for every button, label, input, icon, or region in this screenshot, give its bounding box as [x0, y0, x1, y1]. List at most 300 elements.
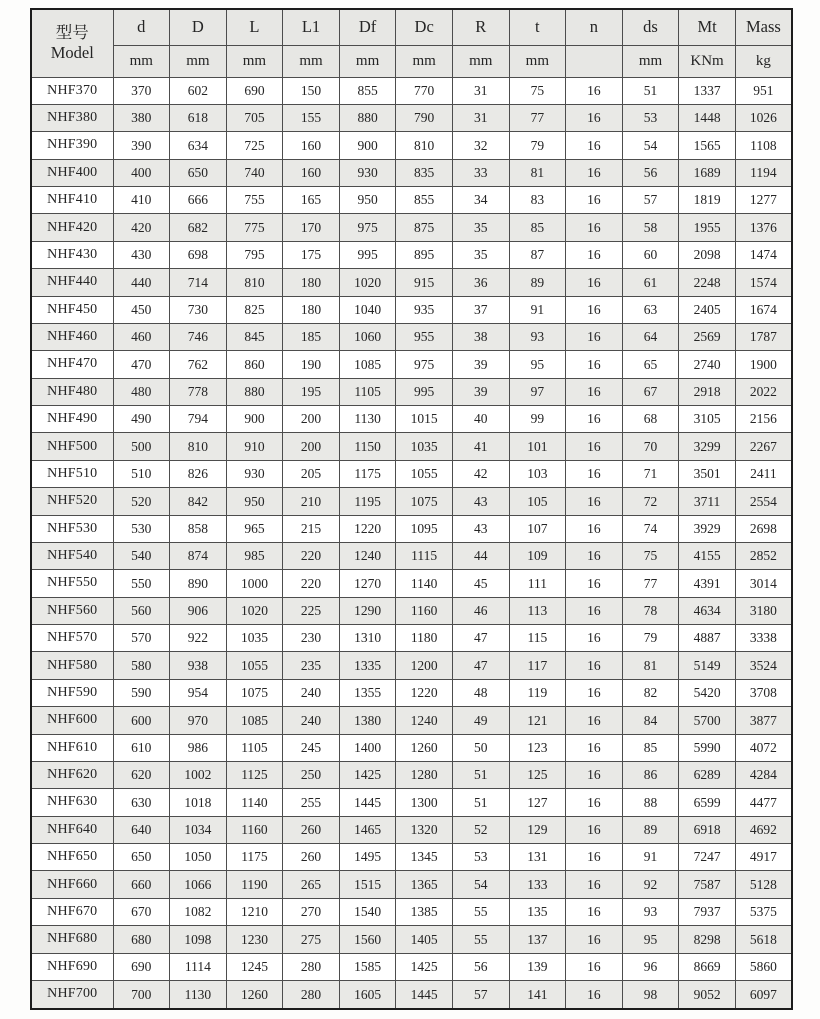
value-cell-r: 31 [452, 77, 509, 104]
value-cell-ds: 89 [622, 816, 679, 843]
value-cell-mt: 2569 [679, 323, 736, 350]
value-cell-r: 32 [452, 132, 509, 159]
model-name-cell: NHF650 [31, 844, 113, 871]
value-cell-t: 131 [509, 844, 566, 871]
value-cell-n: 16 [566, 351, 623, 378]
value-cell-n: 16 [566, 707, 623, 734]
value-cell-mass: 1194 [735, 159, 792, 186]
value-cell-mass: 5860 [735, 953, 792, 980]
value-cell-l1: 260 [283, 816, 340, 843]
value-cell-l1: 175 [283, 241, 340, 268]
value-cell-d: 430 [113, 241, 170, 268]
model-name-cell: NHF380 [31, 104, 113, 131]
model-name-cell: NHF370 [31, 77, 113, 104]
value-cell-d: 380 [113, 104, 170, 131]
value-cell-l1: 200 [283, 433, 340, 460]
value-cell-df: 1585 [339, 953, 396, 980]
value-cell-ds: 84 [622, 707, 679, 734]
value-cell-dc: 1115 [396, 542, 453, 569]
value-cell-d: 1130 [170, 980, 227, 1009]
value-cell-dc: 1405 [396, 926, 453, 953]
value-cell-n: 16 [566, 816, 623, 843]
col-unit-dc: mm [396, 45, 453, 77]
value-cell-mt: 3711 [679, 488, 736, 515]
model-label-cn: 型号 [55, 22, 89, 42]
model-name-cell: NHF630 [31, 789, 113, 816]
value-cell-dc: 1160 [396, 597, 453, 624]
model-name-cell: NHF520 [31, 488, 113, 515]
value-cell-mass: 3180 [735, 597, 792, 624]
value-cell-r: 51 [452, 789, 509, 816]
value-cell-d: 986 [170, 734, 227, 761]
value-cell-l1: 205 [283, 460, 340, 487]
value-cell-mass: 4477 [735, 789, 792, 816]
value-cell-r: 37 [452, 296, 509, 323]
value-cell-d: 620 [113, 761, 170, 788]
value-cell-ds: 85 [622, 734, 679, 761]
value-cell-df: 950 [339, 187, 396, 214]
value-cell-r: 35 [452, 241, 509, 268]
value-cell-n: 16 [566, 570, 623, 597]
value-cell-n: 16 [566, 679, 623, 706]
value-cell-mt: 6289 [679, 761, 736, 788]
value-cell-t: 83 [509, 187, 566, 214]
value-cell-d: 570 [113, 625, 170, 652]
table-row [31, 515, 792, 542]
value-cell-dc: 1300 [396, 789, 453, 816]
value-cell-mass: 2698 [735, 515, 792, 542]
table-row [31, 214, 792, 241]
value-cell-d: 470 [113, 351, 170, 378]
value-cell-r: 45 [452, 570, 509, 597]
col-header-ds: ds [622, 9, 679, 45]
value-cell-ds: 79 [622, 625, 679, 652]
value-cell-mass: 1900 [735, 351, 792, 378]
value-cell-r: 52 [452, 816, 509, 843]
value-cell-mt: 8298 [679, 926, 736, 953]
value-cell-d: 938 [170, 652, 227, 679]
value-cell-ds: 88 [622, 789, 679, 816]
model-name-cell: NHF600 [31, 707, 113, 734]
value-cell-d: 666 [170, 187, 227, 214]
value-cell-dc: 790 [396, 104, 453, 131]
value-cell-l: 1000 [226, 570, 283, 597]
value-cell-l: 825 [226, 296, 283, 323]
value-cell-t: 133 [509, 871, 566, 898]
value-cell-t: 113 [509, 597, 566, 624]
model-name-cell: NHF550 [31, 570, 113, 597]
value-cell-dc: 1140 [396, 570, 453, 597]
value-cell-t: 129 [509, 816, 566, 843]
value-cell-mt: 5149 [679, 652, 736, 679]
value-cell-r: 42 [452, 460, 509, 487]
value-cell-n: 16 [566, 871, 623, 898]
value-cell-d: 1018 [170, 789, 227, 816]
value-cell-mt: 7937 [679, 898, 736, 925]
value-cell-l: 1035 [226, 625, 283, 652]
value-cell-r: 54 [452, 871, 509, 898]
model-name-cell: NHF660 [31, 871, 113, 898]
value-cell-d: 590 [113, 679, 170, 706]
value-cell-n: 16 [566, 980, 623, 1009]
value-cell-df: 1085 [339, 351, 396, 378]
model-name-cell: NHF430 [31, 241, 113, 268]
value-cell-r: 47 [452, 625, 509, 652]
value-cell-l: 1020 [226, 597, 283, 624]
value-cell-d: 500 [113, 433, 170, 460]
value-cell-l: 1175 [226, 844, 283, 871]
value-cell-t: 97 [509, 378, 566, 405]
value-cell-mass: 4917 [735, 844, 792, 871]
value-cell-l: 1245 [226, 953, 283, 980]
value-cell-df: 1495 [339, 844, 396, 871]
value-cell-df: 1540 [339, 898, 396, 925]
value-cell-r: 55 [452, 898, 509, 925]
value-cell-ds: 93 [622, 898, 679, 925]
value-cell-l: 755 [226, 187, 283, 214]
value-cell-l1: 240 [283, 707, 340, 734]
value-cell-d: 794 [170, 406, 227, 433]
specs-table [30, 8, 793, 1010]
value-cell-t: 85 [509, 214, 566, 241]
col-header-d: d [113, 9, 170, 45]
col-header-df: Df [339, 9, 396, 45]
value-cell-n: 16 [566, 515, 623, 542]
value-cell-n: 16 [566, 652, 623, 679]
value-cell-df: 1020 [339, 269, 396, 296]
value-cell-t: 141 [509, 980, 566, 1009]
value-cell-dc: 955 [396, 323, 453, 350]
value-cell-r: 31 [452, 104, 509, 131]
value-cell-df: 1195 [339, 488, 396, 515]
value-cell-n: 16 [566, 296, 623, 323]
model-name-cell: NHF620 [31, 761, 113, 788]
model-name-cell: NHF410 [31, 187, 113, 214]
value-cell-df: 1400 [339, 734, 396, 761]
value-cell-t: 109 [509, 542, 566, 569]
value-cell-l1: 160 [283, 132, 340, 159]
value-cell-r: 35 [452, 214, 509, 241]
value-cell-ds: 78 [622, 597, 679, 624]
col-header-t: t [509, 9, 566, 45]
value-cell-n: 16 [566, 761, 623, 788]
value-cell-mt: 1955 [679, 214, 736, 241]
value-cell-df: 995 [339, 241, 396, 268]
value-cell-ds: 71 [622, 460, 679, 487]
value-cell-ds: 77 [622, 570, 679, 597]
value-cell-d: 510 [113, 460, 170, 487]
value-cell-l1: 165 [283, 187, 340, 214]
value-cell-mass: 5128 [735, 871, 792, 898]
table-row [31, 241, 792, 268]
table-row [31, 323, 792, 350]
col-unit-l: mm [226, 45, 283, 77]
value-cell-l: 880 [226, 378, 283, 405]
model-name-cell: NHF610 [31, 734, 113, 761]
table-row [31, 652, 792, 679]
value-cell-t: 123 [509, 734, 566, 761]
value-cell-dc: 875 [396, 214, 453, 241]
value-cell-mass: 1108 [735, 132, 792, 159]
value-cell-t: 87 [509, 241, 566, 268]
value-cell-r: 43 [452, 488, 509, 515]
model-label-en: Model [50, 43, 94, 63]
value-cell-df: 1605 [339, 980, 396, 1009]
value-cell-l: 965 [226, 515, 283, 542]
value-cell-df: 880 [339, 104, 396, 131]
value-cell-dc: 855 [396, 187, 453, 214]
value-cell-d: 698 [170, 241, 227, 268]
table-row [31, 104, 792, 131]
value-cell-ds: 81 [622, 652, 679, 679]
table-row [31, 926, 792, 953]
value-cell-t: 107 [509, 515, 566, 542]
value-cell-n: 16 [566, 542, 623, 569]
value-cell-r: 36 [452, 269, 509, 296]
table-row [31, 77, 792, 104]
value-cell-df: 1240 [339, 542, 396, 569]
value-cell-ds: 67 [622, 378, 679, 405]
value-cell-r: 41 [452, 433, 509, 460]
value-cell-df: 1060 [339, 323, 396, 350]
value-cell-df: 1465 [339, 816, 396, 843]
value-cell-mass: 5618 [735, 926, 792, 953]
value-cell-d: 1098 [170, 926, 227, 953]
value-cell-dc: 1035 [396, 433, 453, 460]
value-cell-d: 826 [170, 460, 227, 487]
value-cell-mass: 4284 [735, 761, 792, 788]
table-row [31, 460, 792, 487]
value-cell-l: 910 [226, 433, 283, 460]
value-cell-df: 1310 [339, 625, 396, 652]
value-cell-l1: 210 [283, 488, 340, 515]
value-cell-d: 410 [113, 187, 170, 214]
value-cell-df: 1040 [339, 296, 396, 323]
model-name-cell: NHF700 [31, 980, 113, 1009]
value-cell-d: 970 [170, 707, 227, 734]
value-cell-l1: 255 [283, 789, 340, 816]
value-cell-df: 1515 [339, 871, 396, 898]
value-cell-dc: 935 [396, 296, 453, 323]
value-cell-dc: 1345 [396, 844, 453, 871]
value-cell-l: 985 [226, 542, 283, 569]
value-cell-d: 610 [113, 734, 170, 761]
value-cell-d: 730 [170, 296, 227, 323]
value-cell-dc: 1385 [396, 898, 453, 925]
col-header-dc: Dc [396, 9, 453, 45]
value-cell-t: 103 [509, 460, 566, 487]
value-cell-df: 930 [339, 159, 396, 186]
value-cell-d: 490 [113, 406, 170, 433]
value-cell-dc: 1180 [396, 625, 453, 652]
value-cell-l: 1105 [226, 734, 283, 761]
header-unit-row [31, 45, 792, 77]
value-cell-r: 47 [452, 652, 509, 679]
value-cell-ds: 63 [622, 296, 679, 323]
value-cell-mass: 951 [735, 77, 792, 104]
table-row [31, 953, 792, 980]
model-name-cell: NHF570 [31, 625, 113, 652]
value-cell-t: 125 [509, 761, 566, 788]
value-cell-d: 1066 [170, 871, 227, 898]
value-cell-r: 44 [452, 542, 509, 569]
col-header-l: L [226, 9, 283, 45]
value-cell-mt: 6918 [679, 816, 736, 843]
table-row [31, 844, 792, 871]
value-cell-n: 16 [566, 104, 623, 131]
col-unit-t: mm [509, 45, 566, 77]
value-cell-d: 746 [170, 323, 227, 350]
value-cell-d: 420 [113, 214, 170, 241]
value-cell-df: 1445 [339, 789, 396, 816]
value-cell-n: 16 [566, 187, 623, 214]
value-cell-ds: 98 [622, 980, 679, 1009]
value-cell-d: 906 [170, 597, 227, 624]
value-cell-ds: 68 [622, 406, 679, 433]
value-cell-t: 111 [509, 570, 566, 597]
value-cell-r: 33 [452, 159, 509, 186]
value-cell-d: 450 [113, 296, 170, 323]
model-name-cell: NHF460 [31, 323, 113, 350]
value-cell-mass: 5375 [735, 898, 792, 925]
table-row [31, 351, 792, 378]
table-row [31, 159, 792, 186]
value-cell-l1: 260 [283, 844, 340, 871]
model-name-cell: NHF420 [31, 214, 113, 241]
value-cell-mt: 2098 [679, 241, 736, 268]
value-cell-ds: 64 [622, 323, 679, 350]
value-cell-r: 55 [452, 926, 509, 953]
value-cell-dc: 1365 [396, 871, 453, 898]
value-cell-mass: 2852 [735, 542, 792, 569]
value-cell-l: 1230 [226, 926, 283, 953]
value-cell-mt: 1337 [679, 77, 736, 104]
value-cell-l: 1140 [226, 789, 283, 816]
value-cell-d: 680 [113, 926, 170, 953]
value-cell-n: 16 [566, 159, 623, 186]
value-cell-df: 1560 [339, 926, 396, 953]
value-cell-mass: 2156 [735, 406, 792, 433]
model-name-cell: NHF510 [31, 460, 113, 487]
col-unit-d: mm [170, 45, 227, 77]
value-cell-r: 38 [452, 323, 509, 350]
value-cell-n: 16 [566, 926, 623, 953]
value-cell-l: 1075 [226, 679, 283, 706]
value-cell-dc: 1015 [396, 406, 453, 433]
value-cell-mt: 4634 [679, 597, 736, 624]
value-cell-dc: 1240 [396, 707, 453, 734]
value-cell-r: 51 [452, 761, 509, 788]
model-name-cell: NHF690 [31, 953, 113, 980]
col-unit-ds: mm [622, 45, 679, 77]
value-cell-l: 1190 [226, 871, 283, 898]
value-cell-mass: 3524 [735, 652, 792, 679]
value-cell-mass: 1026 [735, 104, 792, 131]
value-cell-t: 121 [509, 707, 566, 734]
value-cell-t: 137 [509, 926, 566, 953]
value-cell-ds: 54 [622, 132, 679, 159]
value-cell-dc: 1075 [396, 488, 453, 515]
model-name-cell: NHF680 [31, 926, 113, 953]
value-cell-ds: 75 [622, 542, 679, 569]
table-row [31, 761, 792, 788]
value-cell-l: 1160 [226, 816, 283, 843]
value-cell-n: 16 [566, 269, 623, 296]
value-cell-df: 1290 [339, 597, 396, 624]
value-cell-ds: 96 [622, 953, 679, 980]
value-cell-l1: 170 [283, 214, 340, 241]
value-cell-l1: 200 [283, 406, 340, 433]
table-row [31, 433, 792, 460]
header-name-row [31, 9, 792, 45]
value-cell-mass: 3708 [735, 679, 792, 706]
value-cell-l1: 245 [283, 734, 340, 761]
value-cell-df: 1380 [339, 707, 396, 734]
model-name-cell: NHF480 [31, 378, 113, 405]
value-cell-ds: 60 [622, 241, 679, 268]
model-name-cell: NHF580 [31, 652, 113, 679]
value-cell-d: 550 [113, 570, 170, 597]
value-cell-d: 560 [113, 597, 170, 624]
col-header-n: n [566, 9, 623, 45]
value-cell-d: 1114 [170, 953, 227, 980]
value-cell-l: 1260 [226, 980, 283, 1009]
value-cell-mt: 7247 [679, 844, 736, 871]
value-cell-dc: 915 [396, 269, 453, 296]
value-cell-l: 725 [226, 132, 283, 159]
value-cell-dc: 975 [396, 351, 453, 378]
value-cell-d: 634 [170, 132, 227, 159]
value-cell-ds: 58 [622, 214, 679, 241]
model-name-cell: NHF390 [31, 132, 113, 159]
value-cell-r: 39 [452, 351, 509, 378]
value-cell-mt: 3501 [679, 460, 736, 487]
value-cell-l1: 270 [283, 898, 340, 925]
value-cell-r: 39 [452, 378, 509, 405]
table-row [31, 378, 792, 405]
value-cell-d: 580 [113, 652, 170, 679]
value-cell-mt: 8669 [679, 953, 736, 980]
value-cell-mass: 4692 [735, 816, 792, 843]
value-cell-t: 89 [509, 269, 566, 296]
model-name-cell: NHF540 [31, 542, 113, 569]
value-cell-mt: 2248 [679, 269, 736, 296]
value-cell-t: 95 [509, 351, 566, 378]
col-unit-df: mm [339, 45, 396, 77]
value-cell-ds: 74 [622, 515, 679, 542]
value-cell-dc: 1095 [396, 515, 453, 542]
value-cell-n: 16 [566, 132, 623, 159]
value-cell-mass: 3338 [735, 625, 792, 652]
value-cell-l: 1210 [226, 898, 283, 925]
model-name-cell: NHF440 [31, 269, 113, 296]
value-cell-ds: 72 [622, 488, 679, 515]
value-cell-dc: 810 [396, 132, 453, 159]
value-cell-l: 810 [226, 269, 283, 296]
value-cell-d: 630 [113, 789, 170, 816]
value-cell-d: 874 [170, 542, 227, 569]
value-cell-l1: 185 [283, 323, 340, 350]
value-cell-mass: 2411 [735, 460, 792, 487]
value-cell-d: 842 [170, 488, 227, 515]
value-cell-t: 79 [509, 132, 566, 159]
table-row [31, 597, 792, 624]
value-cell-d: 954 [170, 679, 227, 706]
col-unit-d: mm [113, 45, 170, 77]
value-cell-t: 135 [509, 898, 566, 925]
value-cell-l1: 180 [283, 296, 340, 323]
value-cell-mass: 2267 [735, 433, 792, 460]
